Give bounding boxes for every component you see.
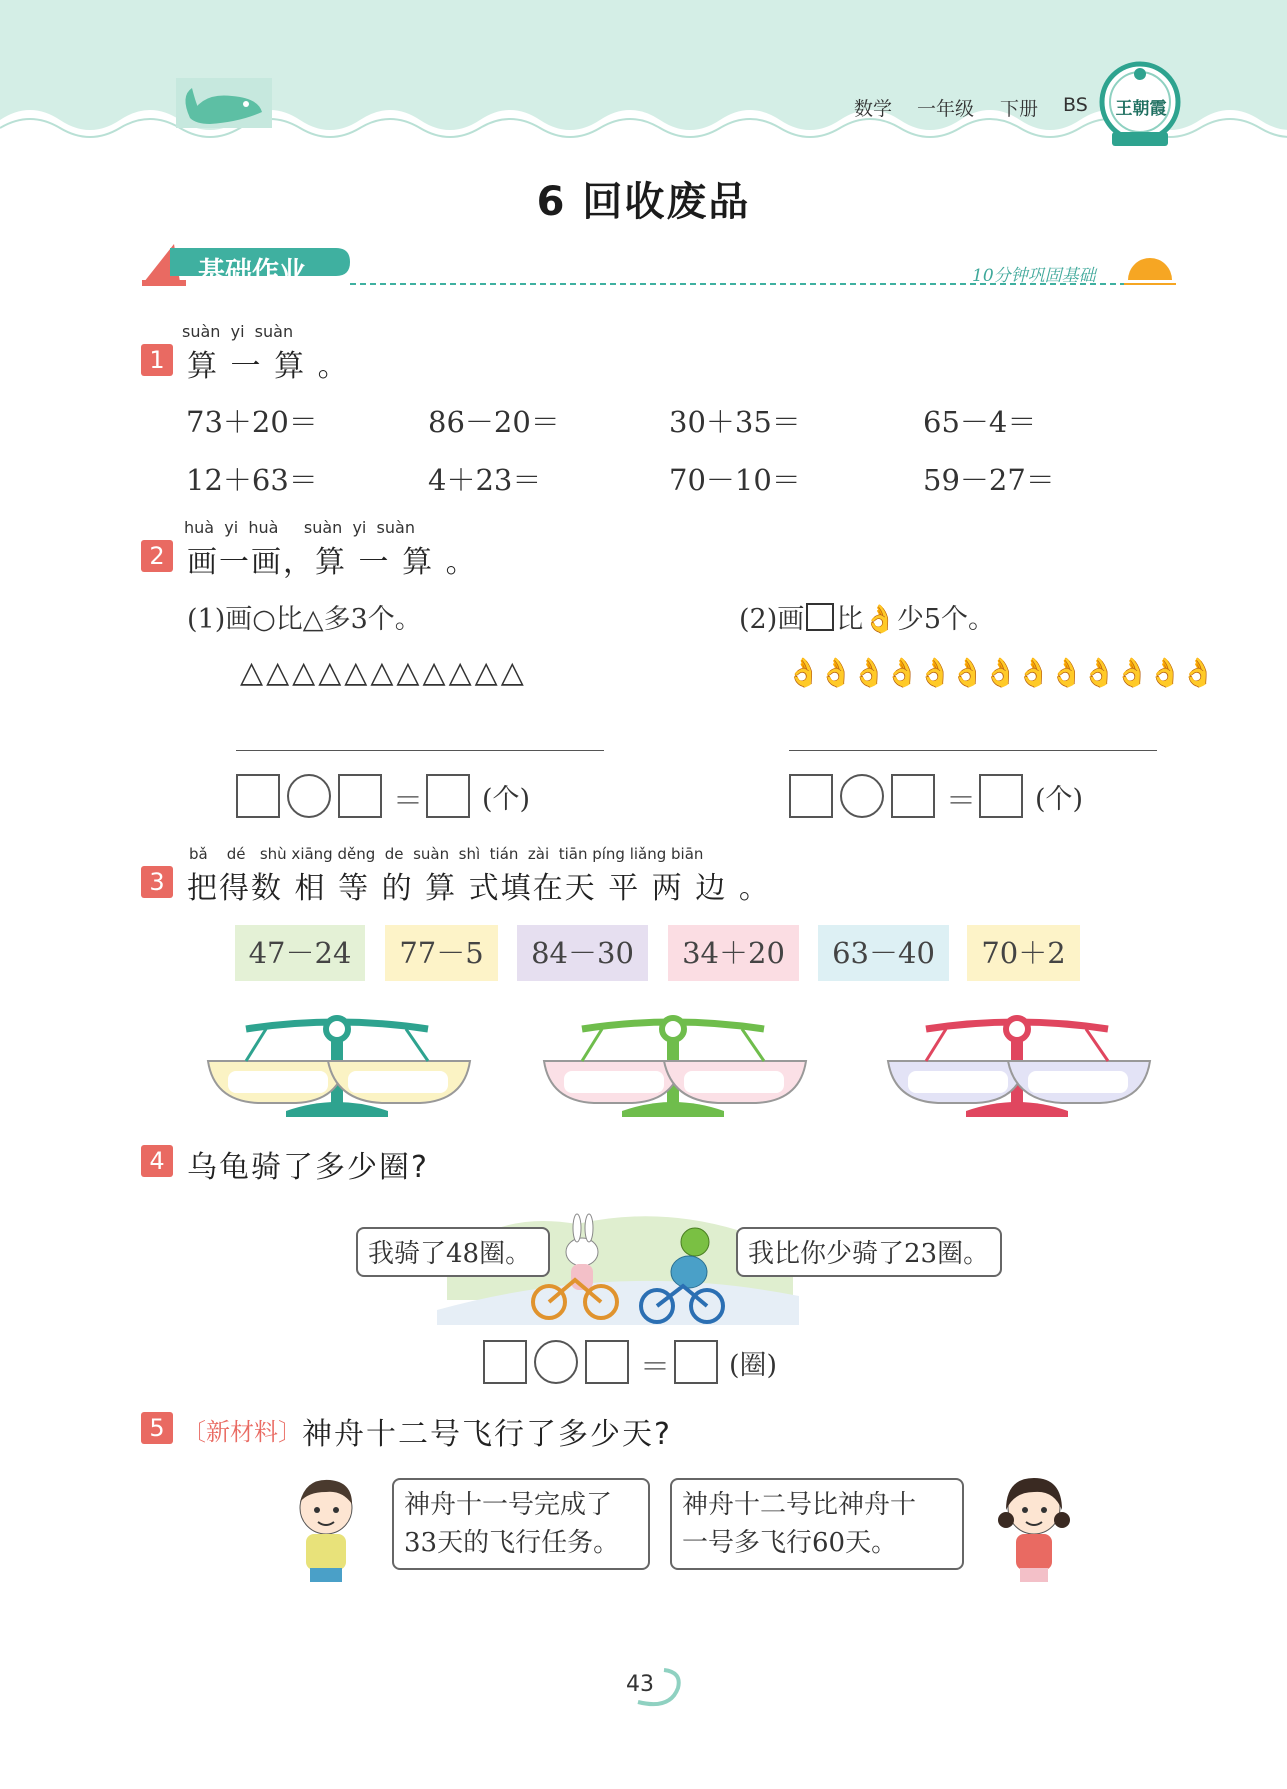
subject-label: 数学 <box>854 98 893 120</box>
q3-text: 把得数 相 等 的 算 式填在天 平 两 边 。 <box>187 871 771 906</box>
answer-box[interactable] <box>585 1340 629 1384</box>
wave-decoration <box>0 0 1287 150</box>
q1-pinyin: suàn yi suàn <box>182 322 294 341</box>
ok-hand-icon: 👌 <box>818 656 852 689</box>
expression-card[interactable]: 84－30 <box>517 925 648 981</box>
ok-hand-icon: 👌 <box>950 656 984 689</box>
q5-number: 5 <box>141 1412 173 1444</box>
balance-scale-3 <box>886 1005 1156 1120</box>
unit-label: (个) <box>482 784 531 815</box>
answer-box[interactable] <box>674 1340 718 1384</box>
answer-box[interactable] <box>426 774 470 818</box>
equals-sign: ＝ <box>946 784 976 819</box>
expression-card[interactable]: 70＋2 <box>967 925 1080 981</box>
speech-bubble-turtle: 我比你少骑了23圈。 <box>736 1227 1002 1277</box>
ok-hand-icon: 👌 <box>1147 656 1181 689</box>
q1-equation: 86－20＝ <box>428 405 560 439</box>
q4-text: 乌龟骑了多少圈? <box>187 1150 429 1185</box>
hand-row <box>786 656 1213 689</box>
section-label: 基础作业 <box>198 257 306 288</box>
q2-part1-label: (1)画○比△多3个。 <box>187 604 422 635</box>
operator-circle[interactable] <box>840 774 884 818</box>
balance-scale-icon <box>888 1018 1150 1117</box>
whale-icon <box>176 78 272 128</box>
ok-hand-icon: 👌 <box>786 656 819 689</box>
ok-hand-icon: 👌 <box>1180 656 1214 689</box>
balance-scale-1 <box>206 1005 476 1120</box>
girl-icon <box>994 1470 1074 1586</box>
q2-text: 画一画，算 一 算 。 <box>187 545 478 580</box>
page-number: 43 <box>626 1672 654 1697</box>
page-header <box>0 0 1287 150</box>
expression-card[interactable]: 34＋20 <box>668 925 799 981</box>
balance-scale-2 <box>542 1005 812 1120</box>
answer-box[interactable] <box>891 774 935 818</box>
q1-equation: 59－27＝ <box>923 463 1055 497</box>
ok-hand-icon: 👌 <box>863 604 897 635</box>
q1-equation: 30＋35＝ <box>669 405 801 439</box>
equals-sign: ＝ <box>640 1350 670 1385</box>
square-icon <box>806 603 834 631</box>
ok-hand-icon: 👌 <box>1081 656 1115 689</box>
logo-text: 王朝霞 <box>1115 99 1167 119</box>
answer-line <box>789 750 1157 751</box>
q1-equation: 65－4＝ <box>923 405 1037 439</box>
answer-box[interactable] <box>338 774 382 818</box>
q2-pinyin: huà yi huà suàn yi suàn <box>184 518 415 537</box>
q2-part2-label: (2)画 比👌少5个。 <box>739 604 996 635</box>
q1-text: 算 一 算 。 <box>187 349 350 384</box>
answer-box[interactable] <box>789 774 833 818</box>
expression-card[interactable]: 77－5 <box>385 925 498 981</box>
page-title: 6 回收废品 <box>536 179 751 225</box>
ok-hand-icon: 👌 <box>983 656 1017 689</box>
q1-number: 1 <box>141 344 173 376</box>
answer-box[interactable] <box>483 1340 527 1384</box>
q1-equation: 70－10＝ <box>669 463 801 497</box>
equals-sign: ＝ <box>393 784 423 819</box>
triangle-row: △△△△△△△△△△△ <box>240 655 527 690</box>
edition-label: BS <box>1063 94 1088 116</box>
q1-equation: 73＋20＝ <box>186 405 318 439</box>
grade-label: 一年级 <box>917 98 975 120</box>
sunrise-icon <box>1124 258 1176 284</box>
q3-pinyin: bǎ dé shù xiāng děng de suàn shì tián zài tiān píng liǎng biān <box>189 845 704 863</box>
balance-scale-icon <box>208 1018 470 1117</box>
q2-number: 2 <box>141 540 173 572</box>
expression-card[interactable]: 63－40 <box>818 925 949 981</box>
q1-equation: 4＋23＝ <box>428 463 542 497</box>
ok-hand-icon: 👌 <box>851 656 885 689</box>
operator-circle[interactable] <box>287 774 331 818</box>
ok-hand-icon: 👌 <box>1114 656 1148 689</box>
q1-equation: 12＋63＝ <box>186 463 318 497</box>
balance-scale-icon <box>544 1018 806 1117</box>
q5-text: 神舟十二号飞行了多少天? <box>302 1417 672 1452</box>
answer-box[interactable] <box>236 774 280 818</box>
ok-hand-icon: 👌 <box>884 656 918 689</box>
expression-card[interactable]: 47－24 <box>235 925 365 981</box>
speech-bubble-boy: 神舟十一号完成了 33天的飞行任务。 <box>392 1478 650 1570</box>
new-material-tag: 〔新材料〕 <box>182 1418 302 1446</box>
section-subtitle: 10分钟巩固基础 <box>972 266 1096 286</box>
answer-line <box>236 750 604 751</box>
ok-hand-icon: 👌 <box>1049 656 1082 689</box>
unit-label: (圈) <box>729 1350 778 1381</box>
answer-box[interactable] <box>979 774 1023 818</box>
speech-bubble-girl: 神舟十二号比神舟十 一号多飞行60天。 <box>670 1478 964 1570</box>
speech-bubble-rabbit: 我骑了48圈。 <box>356 1227 550 1277</box>
unit-label: (个) <box>1035 784 1084 815</box>
ok-hand-icon: 👌 <box>917 656 951 689</box>
boy-icon <box>286 1472 366 1584</box>
operator-circle[interactable] <box>534 1340 578 1384</box>
ok-hand-icon: 👌 <box>1016 656 1049 689</box>
q4-number: 4 <box>141 1145 173 1177</box>
volume-label: 下册 <box>1000 98 1039 120</box>
q3-number: 3 <box>141 866 173 898</box>
